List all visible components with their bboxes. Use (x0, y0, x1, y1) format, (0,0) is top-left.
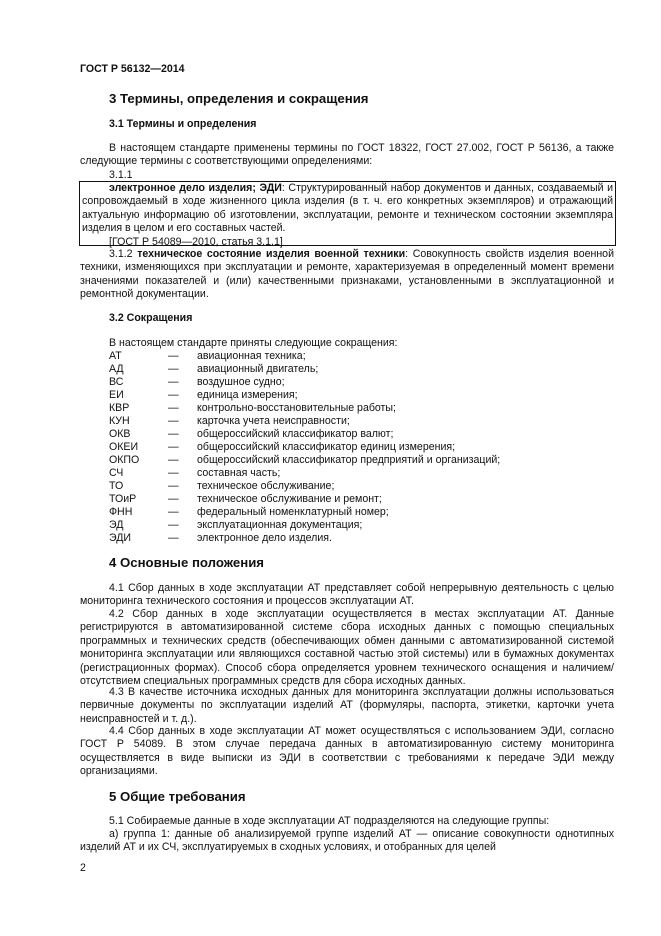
paragraph-4-3: 4.3 В качестве источника исходных данных для мониторинга эксплуатации должны использоваться первичные документы по эксплуатации изделий АТ (формуляры, паспорта, этикетки, карточки учета неисправностей и т. д.). (80, 686, 614, 725)
term-3-1-2-definition (80, 248, 614, 302)
abbreviation-row (109, 493, 609, 506)
abbr-code: КВР (109, 402, 130, 414)
abbr-definition: воздушное судно; (197, 376, 285, 388)
abbr-definition: эксплуатационная документация; (197, 519, 363, 531)
abbr-dash: — (168, 389, 179, 401)
abbr-code: ОКЕИ (109, 441, 139, 453)
abbr-code: СЧ (109, 467, 124, 479)
term-3-1-2-term: техническое состояние изделия военной техники (137, 248, 406, 260)
term-3-1-1-text: : Структурированный набор документов и данных, создаваемый и сопровождаемый в ходе жизненного цикла изделия (в т. ч. его конкретных экземпляров) и отражающий актуальную информацию об изготовлении, эксплуатации, ремонте и техническом состоянии экземпляра изделия в целом и его составных частей. (82, 182, 613, 235)
abbreviation-row (109, 532, 609, 545)
paragraph-4-1: 4.1 Сбор данных в ходе эксплуатации АТ представляет собой непрерывную деятельность с целью мониторинга технического состояния и процессов эксплуатации АТ. (80, 582, 614, 608)
abbreviation-row (109, 350, 609, 363)
abbreviation-row (109, 454, 609, 467)
abbr-definition: единица измерения; (197, 389, 298, 401)
term-3-1-1-definition (82, 182, 613, 249)
abbr-dash: — (168, 415, 179, 427)
abbr-code: ЭД (109, 519, 124, 531)
abbr-dash: — (168, 519, 179, 531)
abbr-dash: — (168, 376, 179, 388)
abbreviations-intro: В настоящем стандарте приняты следующие сокращения: (109, 337, 398, 349)
abbr-dash: — (168, 363, 179, 375)
page-number: 2 (80, 862, 86, 874)
paragraph-5-1: 5.1 Собираемые данные в ходе эксплуатации АТ подразделяются на следующие группы: (109, 815, 550, 827)
abbr-dash: — (168, 532, 179, 544)
abbr-dash: — (168, 441, 179, 453)
document-header: ГОСТ Р 56132—2014 (80, 63, 185, 75)
abbr-dash: — (168, 467, 179, 479)
abbr-definition: электронное дело изделия. (197, 532, 332, 544)
abbr-code: ТОиР (109, 493, 137, 505)
term-3-1-1-term: электронное дело изделия; ЭДИ (109, 182, 282, 194)
abbr-code: ОКВ (109, 428, 131, 440)
paragraph-4-4: 4.4 Сбор данных в ходе эксплуатации АТ может осуществляться с использованием ЭДИ, согласно ГОСТ Р 54089. В этом случае передача данных в автоматизированную систему мониторинга осуществляется в виде выписки из ЭДИ в соответствии с требованиями к передаче ЭДИ между организациями. (80, 725, 614, 778)
abbr-definition: общероссийский классификатор предприятий и организаций; (197, 454, 501, 466)
paragraph-5-1-a: а) группа 1: данные об анализируемой группе изделий АТ — описание совокупности однотипных изделий АТ и их СЧ, эксплуатируемых в сходных условиях, и отобранных для целей (80, 828, 614, 854)
abbr-definition: авиационная техника; (197, 350, 306, 362)
abbr-code: ОКПО (109, 454, 140, 466)
abbr-dash: — (168, 480, 179, 492)
section-3-title: 3 Термины, определения и сокращения (109, 91, 369, 106)
abbr-definition: техническое обслуживание; (197, 480, 335, 492)
abbr-definition: общероссийский классификатор валют; (197, 428, 394, 440)
abbr-definition: авиационный двигатель; (197, 363, 319, 375)
abbr-dash: — (168, 506, 179, 518)
abbr-definition: общероссийский классификатор единиц измерения; (197, 441, 456, 453)
abbreviation-row (109, 428, 609, 441)
section-5-title: 5 Общие требования (109, 789, 246, 804)
term-3-1-2-text: : Совокупность свойств изделия военной техники, изменяющихся при эксплуатации и ремонте, характеризуемая в определенный момент времени значениями показателей и (или) качественными признаками, установленными в эксплуатационной и ремонтной документации. (80, 248, 614, 301)
paragraph-4-2: 4.2 Сбор данных в ходе эксплуатации осуществляется в местах эксплуатации АТ. Данные регистрируются в автоматизированной системе сбора исходных данных с помощью специальных программных и технических средств (обеспечивающих обмен данными с автоматизированной системой мониторинга эксплуатации или являющихся составной частью этой системы) или в бумажных документах (регистрационных формах). Способ сбора определяется уровнем технического оснащения и наличием/отсутствием специальных программных средств для сбора исходных данных. (80, 608, 614, 688)
term-3-1-1-number: 3.1.1 (109, 169, 133, 181)
abbr-dash: — (168, 493, 179, 505)
abbr-definition: федеральный номенклатурный номер; (197, 506, 389, 518)
abbr-code: АД (109, 363, 124, 375)
terms-intro-paragraph: В настоящем стандарте применены термины по ГОСТ 18322, ГОСТ 27.002, ГОСТ Р 56136, а также следующие термины с соответствующими определениями: (80, 142, 614, 168)
abbr-definition: контрольно-восстановительные работы; (197, 402, 396, 414)
abbreviation-row (109, 363, 609, 376)
abbr-code: ФНН (109, 506, 133, 518)
abbreviation-row (109, 415, 609, 428)
abbreviation-row (109, 376, 609, 389)
abbreviation-row (109, 389, 609, 402)
section-4-title: 4 Основные положения (109, 555, 264, 570)
abbr-code: ВС (109, 376, 124, 388)
abbr-definition: карточка учета неисправности; (197, 415, 350, 427)
subsection-3-1-title: 3.1 Термины и определения (109, 118, 257, 130)
abbr-dash: — (168, 428, 179, 440)
abbr-definition: техническое обслуживание и ремонт; (197, 493, 382, 505)
abbreviation-row (109, 480, 609, 493)
term-3-1-1-source: [ГОСТ Р 54089—2010, статья 3.1.1] (109, 235, 283, 248)
term-3-1-2-number: 3.1.2 (109, 248, 138, 260)
abbr-code: ЕИ (109, 389, 124, 401)
subsection-3-2-title: 3.2 Сокращения (109, 312, 193, 324)
abbr-code: КУН (109, 415, 130, 427)
abbr-code: АТ (109, 350, 122, 362)
abbreviation-row (109, 402, 609, 415)
abbr-dash: — (168, 454, 179, 466)
abbr-code: ЭДИ (109, 532, 132, 544)
abbr-dash: — (168, 402, 179, 414)
abbreviation-row (109, 467, 609, 480)
abbr-dash: — (168, 350, 179, 362)
abbreviation-row (109, 506, 609, 519)
abbr-code: ТО (109, 480, 124, 492)
abbr-definition: составная часть; (197, 467, 281, 479)
abbreviation-row (109, 519, 609, 532)
abbreviation-row (109, 441, 609, 454)
